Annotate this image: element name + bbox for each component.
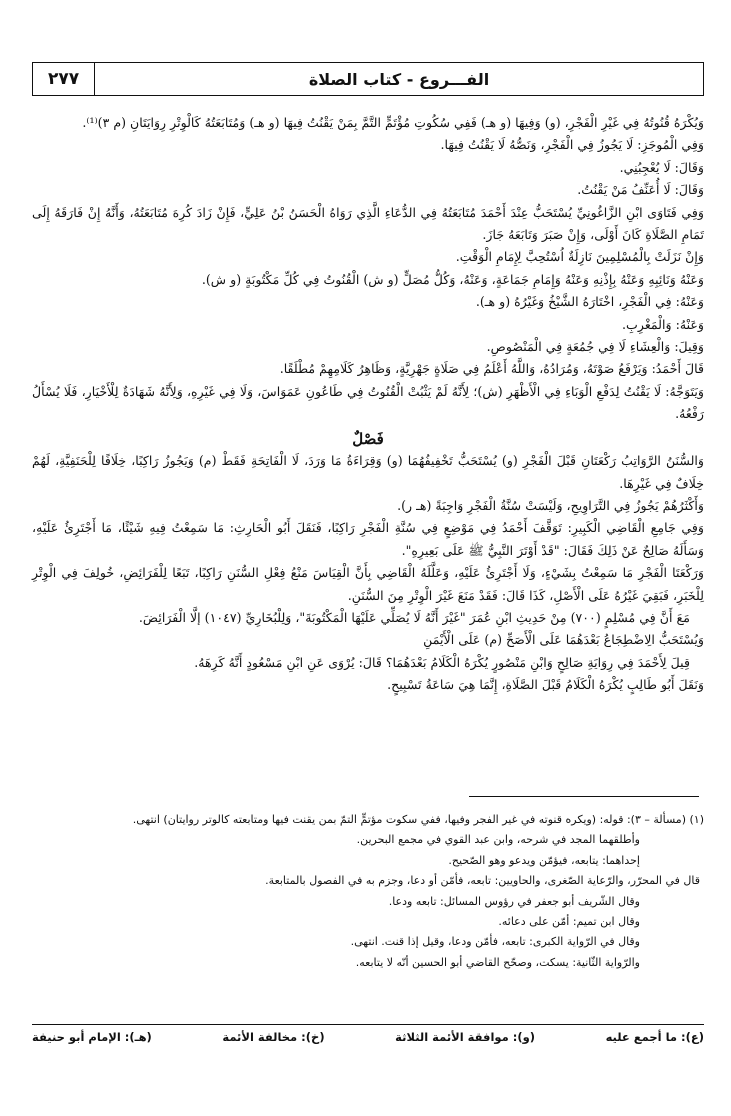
- footnote-line: وقال الشّريف أبو جعفر في رؤوس المسائل: تابعه ودعا.: [388, 894, 640, 908]
- paragraph: وَإِنْ نَزَلَتْ بِالْمُسْلِمِينَ نَازِلَةٌ اُسْتُحِبَّ لِإِمَامِ الْوَقْتِ.: [455, 249, 704, 265]
- paragraph: وَأَكْثَرُهُمْ يَجُوزُ فِي التَّرَاوِيحِ، وَلَيْسَتْ سُنَّةُ الْفَجْرِ وَاجِبَةً (هـ ر).: [397, 497, 704, 513]
- paragraph: قِيلَ لِأَحْمَدَ فِي رِوَايَةِ صَالِحٍ وَابْنِ مَنْصُورٍ يُكْرَهُ الْكَلَامُ بَعْدَهُمَا؟ قَالَ: يُرْوَى عَنِ ابْنِ مَسْعُودٍ أَنَّهُ كَرِهَهُ.: [194, 654, 690, 670]
- paragraph: وَالسُّنَنُ الرَّوَاتِبُ رَكْعَتَانِ قَبْلَ الْفَجْرِ (و) يُسْتَحَبُّ تَخْفِيفُهُمَا (و) وَقِرَاءَةُ مَا وَرَدَ، لَا الْفَاتِحَةِ فَقَطْ (م) وَيَجُوزُ رَاكِبًا، خِلَافًا لِلْحَنَفِيَّةِ، لَهُمْ خِلَافٌ فِي غَيْرِهَا.: [32, 453, 704, 491]
- paragraph: وَعَنْهُ: وَالْمَغْرِبِ.: [622, 316, 704, 332]
- paragraph: قَالَ أَحْمَدُ: وَيَرْفَعُ صَوْتَهُ، وَمُرَادُهُ، وَاللَّهُ أَعْلَمُ فِي صَلَاةٍ جَهْرِيَّةٍ، وَظَاهِرُ كَلَامِهِمْ مُطْلَقًا.: [279, 361, 704, 377]
- footnotes: [32, 810, 704, 973]
- footnote-line: وقال ابن تميم: أمّن على دعائه.: [498, 915, 640, 929]
- paragraph: وَعَنْهُ وَنَائِبِهِ وَعَنْهُ بِإِذْنِهِ وَعَنْهُ وَإِمَامِ جَمَاعَةٍ، وَعَنْهُ، وَكُلُّ مُصَلٍّ (و ش) الْقُنُوتُ فِي كُلِّ مَكْتُوبَةٍ (و ش).: [201, 271, 704, 287]
- main-text: [32, 112, 704, 697]
- abbreviation-legend: [32, 1030, 704, 1044]
- paragraph: وَفِي فَتَاوَى ابْنِ الزَّاغُونِيِّ يُسْتَحَبُّ عِنْدَ أَحْمَدَ مُتَابَعَتُهُ فِي الدُّعَاءِ الَّذِي رَوَاهُ الْحَسَنُ بْنُ عَلِيٍّ، فَإِنْ زَادَ كُرِهَ مُتَابَعَتُهُ، وَأَنَّهُ إِنْ فَارَقَهُ إِلَى تَمَامِ الصَّلَاةِ كَانَ أَوْلَى، وَإِنْ صَبَرَ وَتَابَعَهُ جَازَ.: [32, 204, 704, 243]
- legend-hanifa: (هـ): الإمام أبو حنيفة: [32, 1030, 152, 1044]
- footnote-line: قال في المحرّر، والرّعاية الصّغرى، والحاويين: تابعه، فأمّن أو دعا، وجزم به في الفصول بالمتابعة.: [265, 874, 700, 888]
- footnote-line: والرّواية الثّانية: يسكت، وصحّح القاضي أبو الحسين أنّه لا يتابعه.: [355, 955, 640, 969]
- paragraph: وَعَنْهُ: فِي الْفَجْرِ، اخْتَارَهُ الشَّيْخُ وَغَيْرُهُ (و هـ).: [475, 294, 704, 310]
- paragraph: وَرَكْعَتَا الْفَجْرِ مَا سَمِعْتُ بِشَيْءٍ، وَلَا أَجْتَرِئُ عَلَيْهِ، وَعَلَّلَهُ الْقَاضِي بِأَنَّ الْقِيَاسَ مَنْعُ فِعْلِ السُّنَنِ رَاكِبًا، تَبَعًا لِلْفَرَائِضِ، خُولِفَ فِي الْوِتْرِ لِلْخَبَرِ، فَبَقِيَ غَيْرُهُ عَلَى الْأَصْلِ، كَذَا قَالَ: فَقَدْ مَنَعَ غَيْرَ الْوِتْرِ مِنَ السُّنَنِ.: [32, 565, 704, 603]
- legend-ijma: (ع): ما أجمع عليه: [605, 1030, 704, 1044]
- paragraph: وَقِيلَ: وَالْعِشَاءِ لَا فِي جُمُعَةٍ فِي الْمَنْصُوصِ.: [486, 339, 704, 355]
- footnote-line: إحداهما: يتابعه، فيؤمّن ويدعو وهو الصّحيح.: [448, 853, 640, 867]
- paragraph: وَيُسْتَحَبُّ الِاضْطِجَاعُ بَعْدَهُمَا عَلَى الْأَصَحِّ (م) عَلَى الْأَيْمَنِ: [423, 632, 704, 648]
- running-title: الفـــروع - كتاب الصلاة: [308, 69, 490, 89]
- footnote-line: وأطلقهما المجد في شرحه، وابن عبد القوي في مجمع البحرين.: [356, 833, 640, 847]
- page-header: [32, 62, 704, 96]
- paragraph: وَيُكْرَهُ قُنُوتُهُ فِي غَيْرِ الْفَجْرِ، (و) وَفِيهَا (و هـ) فَفِي سُكُوتِ مُؤْتَمٍّ التَّمَّ بِمَنْ يَقْنُتُ فِيهَا (و هـ) وَمُتَابَعَتُهُ كَالْوِتْرِ رِوَايَتَانِ (م ٣)⁽¹⁾.: [82, 115, 704, 130]
- paragraph: وَيَتَوَجَّهُ: لَا يَقْنُتُ لِدَفْعِ الْوَبَاءِ فِي الْأَظْهَرِ (ش)؛ لِأَنَّهُ لَمْ يَثْبُتْ الْقُنُوتُ فِي طَاعُونِ عَمَوَاسَ، وَلَا فِي غَيْرِهِ، وَلِأَنَّهُ شَهَادَةٌ لِلْأَخْيَارِ، فَلَا يُسْأَلُ رَفْعُهُ.: [32, 383, 704, 422]
- paragraph: وَفِي جَامِعِ الْقَاضِي الْكَبِيرِ: تَوَقَّفَ أَحْمَدُ فِي مَوْضِعٍ فِي سُنَّةِ الْفَجْرِ رَاكِبًا، فَنَقَلَ أَبُو الْحَارِثِ: مَا سَمِعْتُ فِيهِ شَيْئًا، مَا أَجْتَرِئُ عَلَيْهِ، وَسَأَلَهُ صَالِحٌ عَنْ ذَلِكَ فَقَالَ: "قَدْ أَوْتَرَ النَّبِيُّ ﷺ عَلَى بَعِيرِهِ".: [32, 520, 704, 558]
- legend-separator: [32, 1024, 704, 1025]
- legend-disagree: (خ): مخالفة الأئمة: [222, 1030, 325, 1044]
- legend-agree: (و): موافقة الأئمة الثلاثة: [395, 1030, 535, 1044]
- paragraph: وَفِي الْمُوجَزِ: لَا يَجُوزُ فِي الْفَجْرِ، وَنَصُّهُ لَا يَقْنُتُ فِيهَا.: [440, 137, 704, 153]
- paragraph: مَعَ أَنَّ فِي مُسْلِمٍ (٧٠٠) مِنْ حَدِيثِ ابْنِ عُمَرَ "غَيْرَ أَنَّهُ لَا يُصَلِّي عَلَيْهَا الْمَكْتُوبَةَ"، وَلِلْبُخَارِيِّ (١٠٤٧) إلَّا الْفَرَائِضَ.: [138, 609, 690, 625]
- paragraph: وَقَالَ: لَا أُعَنِّفُ مَنْ يَقْنُتُ.: [577, 182, 704, 198]
- section-heading: فَصْلٌ: [352, 429, 384, 448]
- footnote-line: وقال في الرّواية الكبرى: تابعه، فأمّن ودعا، وقيل إذا قنت. انتهى.: [350, 935, 640, 949]
- page-number: ٢٧٧: [33, 63, 95, 95]
- footnote-separator: [469, 796, 699, 797]
- paragraph: وَقَالَ: لَا يُعْجِبُنِي.: [619, 159, 704, 175]
- paragraph: وَنَقَلَ أَبُو طَالِبٍ يُكْرَهُ الْكَلَامُ قَبْلَ الصَّلَاةِ، إِنَّمَا هِيَ سَاعَةُ تَسْبِيحٍ.: [387, 677, 704, 693]
- footnote: (١) (مسألة – ٣): قوله: (ويكره قنوته في غير الفجر وفيها، ففي سكوت مؤتمٍّ التمّ بمن يقنت فيها ومتابعته كالوتر روايتان) انتهى.: [132, 813, 704, 826]
